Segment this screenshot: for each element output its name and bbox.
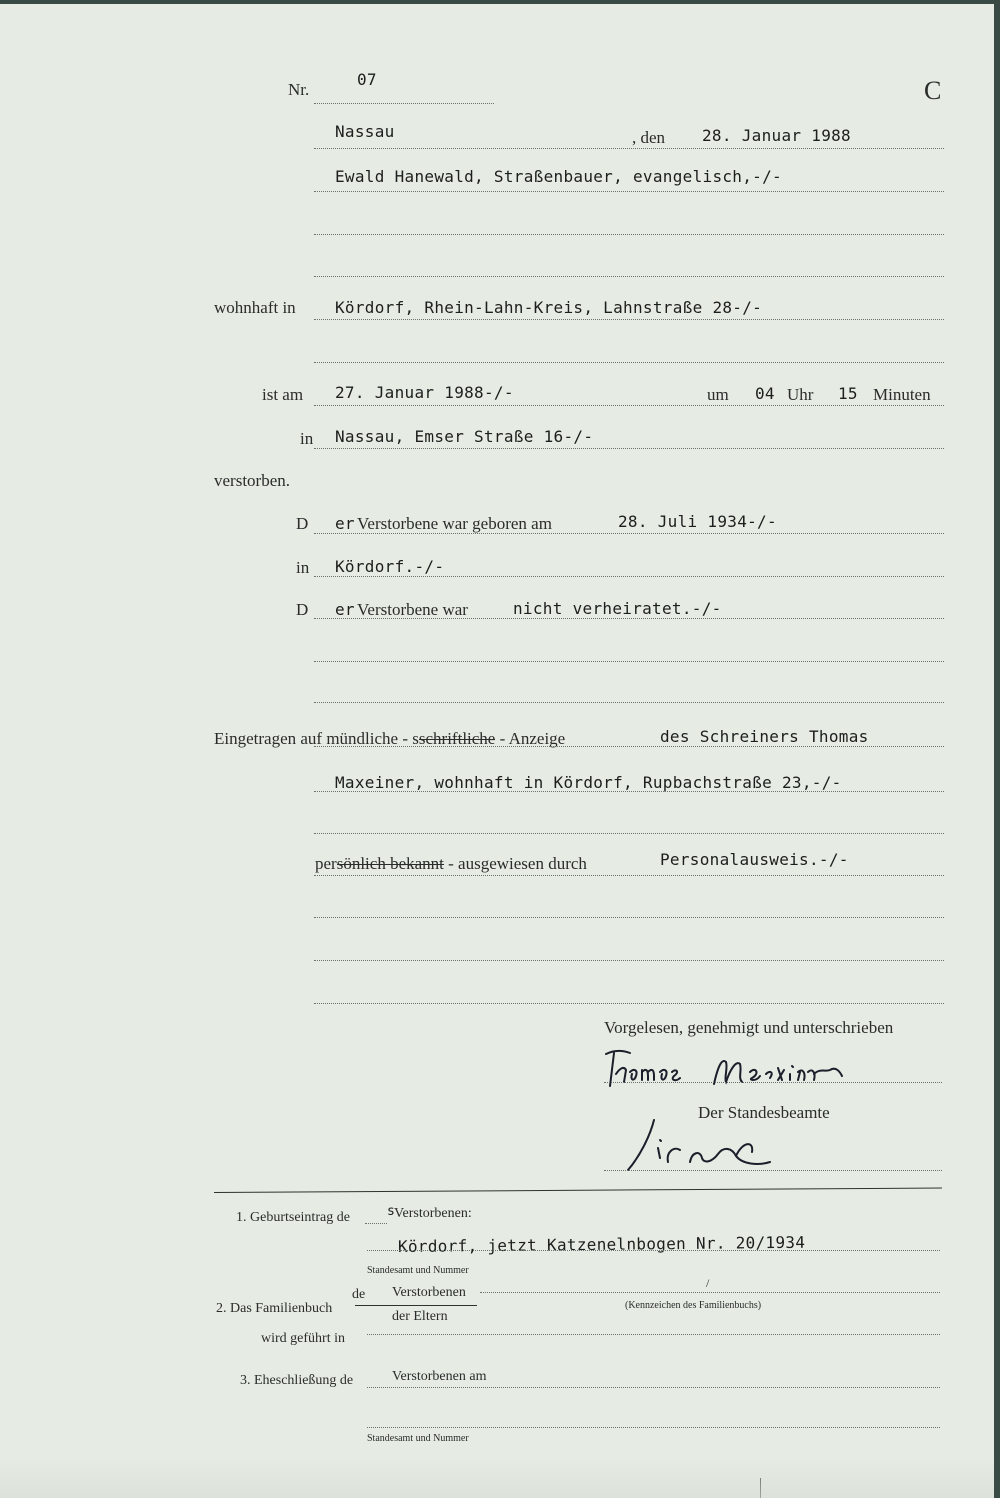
informant-line-2 — [314, 791, 944, 792]
id-line — [314, 875, 944, 876]
date-value: 28. Januar 1988 — [702, 126, 851, 145]
page-mark — [760, 1478, 761, 1498]
gefuehrt-line — [367, 1334, 940, 1335]
familienbuch-label: 2. Das Familienbuch — [216, 1301, 333, 1316]
birth-date-value: 28. Juli 1934-/- — [618, 512, 777, 531]
s-fill: s — [387, 1204, 396, 1219]
er-fill-1: er — [335, 514, 355, 533]
wohnhaft-label: wohnhaft in — [214, 298, 296, 317]
informant-line2: Maxeiner, wohnhaft in Kördorf, Rupbachstraße 23,-/- — [335, 773, 842, 792]
verstorbenen-am-label: Verstorbenen am — [392, 1369, 487, 1384]
kennzeichen-caption: (Kennzeichen des Familienbuchs) — [625, 1300, 762, 1311]
marital-line — [314, 618, 944, 619]
death-date-line — [314, 405, 944, 406]
verstorben-label: verstorben. — [214, 471, 291, 490]
section-divider — [214, 1188, 942, 1193]
d-label-2: D — [296, 600, 309, 619]
person-value: Ewald Hanewald, Straßenbauer, evangelisch,-/- — [335, 167, 782, 186]
birth-record-line — [367, 1250, 940, 1251]
standesbeamte-label: Der Standesbeamte — [698, 1103, 830, 1122]
blank-line-8 — [314, 960, 944, 961]
death-place-line — [314, 448, 944, 449]
informant-signature-line — [604, 1082, 942, 1083]
address-line — [314, 319, 944, 320]
informant-line1: des Schreiners Thomas — [660, 727, 869, 746]
uhr-label: Uhr — [787, 385, 814, 404]
blank-line-7 — [314, 917, 944, 918]
id-document-value: Personalausweis.-/- — [660, 850, 849, 869]
slash: / — [706, 1276, 710, 1290]
geburtseintrag-label: 1. Geburtseintrag de — [236, 1210, 350, 1225]
informant-signature — [600, 1044, 860, 1094]
um-label: um — [707, 385, 729, 404]
verstorbenen-label: Verstorbenen: — [394, 1206, 472, 1221]
death-place-value: Nassau, Emser Straße 16-/- — [335, 427, 594, 446]
ist-am-label: ist am — [262, 385, 304, 404]
blank-line-2 — [314, 276, 944, 277]
eingetragen-label: Eingetragen auf mündliche - sschriftliche - Anzeige — [214, 729, 566, 748]
nr-line — [314, 103, 494, 104]
corner-letter: C — [924, 76, 942, 105]
eheschliessung-line-2 — [367, 1427, 940, 1428]
blank-line-9 — [314, 1003, 944, 1004]
identity-label: persönlich bekannt - ausgewiesen durch — [315, 854, 587, 873]
birth-date-line — [314, 533, 944, 534]
standesamt-nummer-caption-1: Standesamt und Nummer — [367, 1265, 469, 1276]
death-date-value: 27. Januar 1988-/- — [335, 383, 514, 402]
minuten-label: Minuten — [873, 385, 931, 404]
in-label: in — [300, 429, 314, 448]
geboren-label: Verstorbene war geboren am — [357, 514, 552, 533]
eheschliessung-line — [367, 1387, 940, 1388]
schriftliche-strike: schriftliche — [418, 729, 496, 748]
blank-line-4 — [314, 661, 944, 662]
birth-place-line — [314, 576, 944, 577]
de-label: de — [352, 1287, 366, 1302]
er-fill-2: er — [335, 600, 355, 619]
familienbuch-line — [480, 1292, 940, 1293]
date-line — [314, 148, 944, 149]
nr-value: 07 — [357, 70, 377, 89]
vorgelesen-label: Vorgelesen, genehmigt und unterschrieben — [604, 1018, 894, 1037]
minutes-value: 15 — [838, 384, 858, 403]
nr-label: Nr. — [288, 80, 310, 99]
gefuehrt-label: wird geführt in — [261, 1331, 345, 1346]
place-value: Nassau — [335, 122, 395, 141]
blank-line-3 — [314, 362, 944, 363]
war-label: Verstorbene war — [357, 600, 468, 619]
death-register-page — [0, 4, 994, 1498]
eheschliessung-label: 3. Eheschließung de — [240, 1373, 354, 1388]
birth-record-value: Kördorf, jetzt Katzenelnbogen Nr. 20/1934 — [397, 1232, 806, 1256]
person-line — [314, 191, 944, 192]
standesamt-nummer-caption-2: Standesamt und Nummer — [367, 1433, 469, 1444]
geburtseintrag-fill-line — [365, 1223, 387, 1224]
persoenlich-strike: sönlich bekannt — [336, 854, 444, 873]
familienbuch-choice-divider — [355, 1305, 477, 1306]
birth-place-value: Kördorf.-/- — [335, 557, 445, 576]
in-label-2: in — [296, 558, 310, 577]
d-label-1: D — [296, 514, 309, 533]
eltern-option: der Eltern — [392, 1309, 448, 1324]
hour-value: 04 — [755, 384, 775, 403]
den-label: , den — [632, 128, 666, 147]
marital-status-value: nicht verheiratet.-/- — [513, 599, 722, 618]
official-signature — [620, 1112, 790, 1174]
blank-line-5 — [314, 702, 944, 703]
blank-line-1 — [314, 234, 944, 235]
verstorbenen-option: Verstorbenen — [392, 1285, 466, 1300]
informant-line-1 — [314, 746, 944, 747]
official-signature-line — [604, 1170, 942, 1171]
address-value: Kördorf, Rhein-Lahn-Kreis, Lahnstraße 28-/- — [335, 298, 763, 317]
blank-line-6 — [314, 833, 944, 834]
